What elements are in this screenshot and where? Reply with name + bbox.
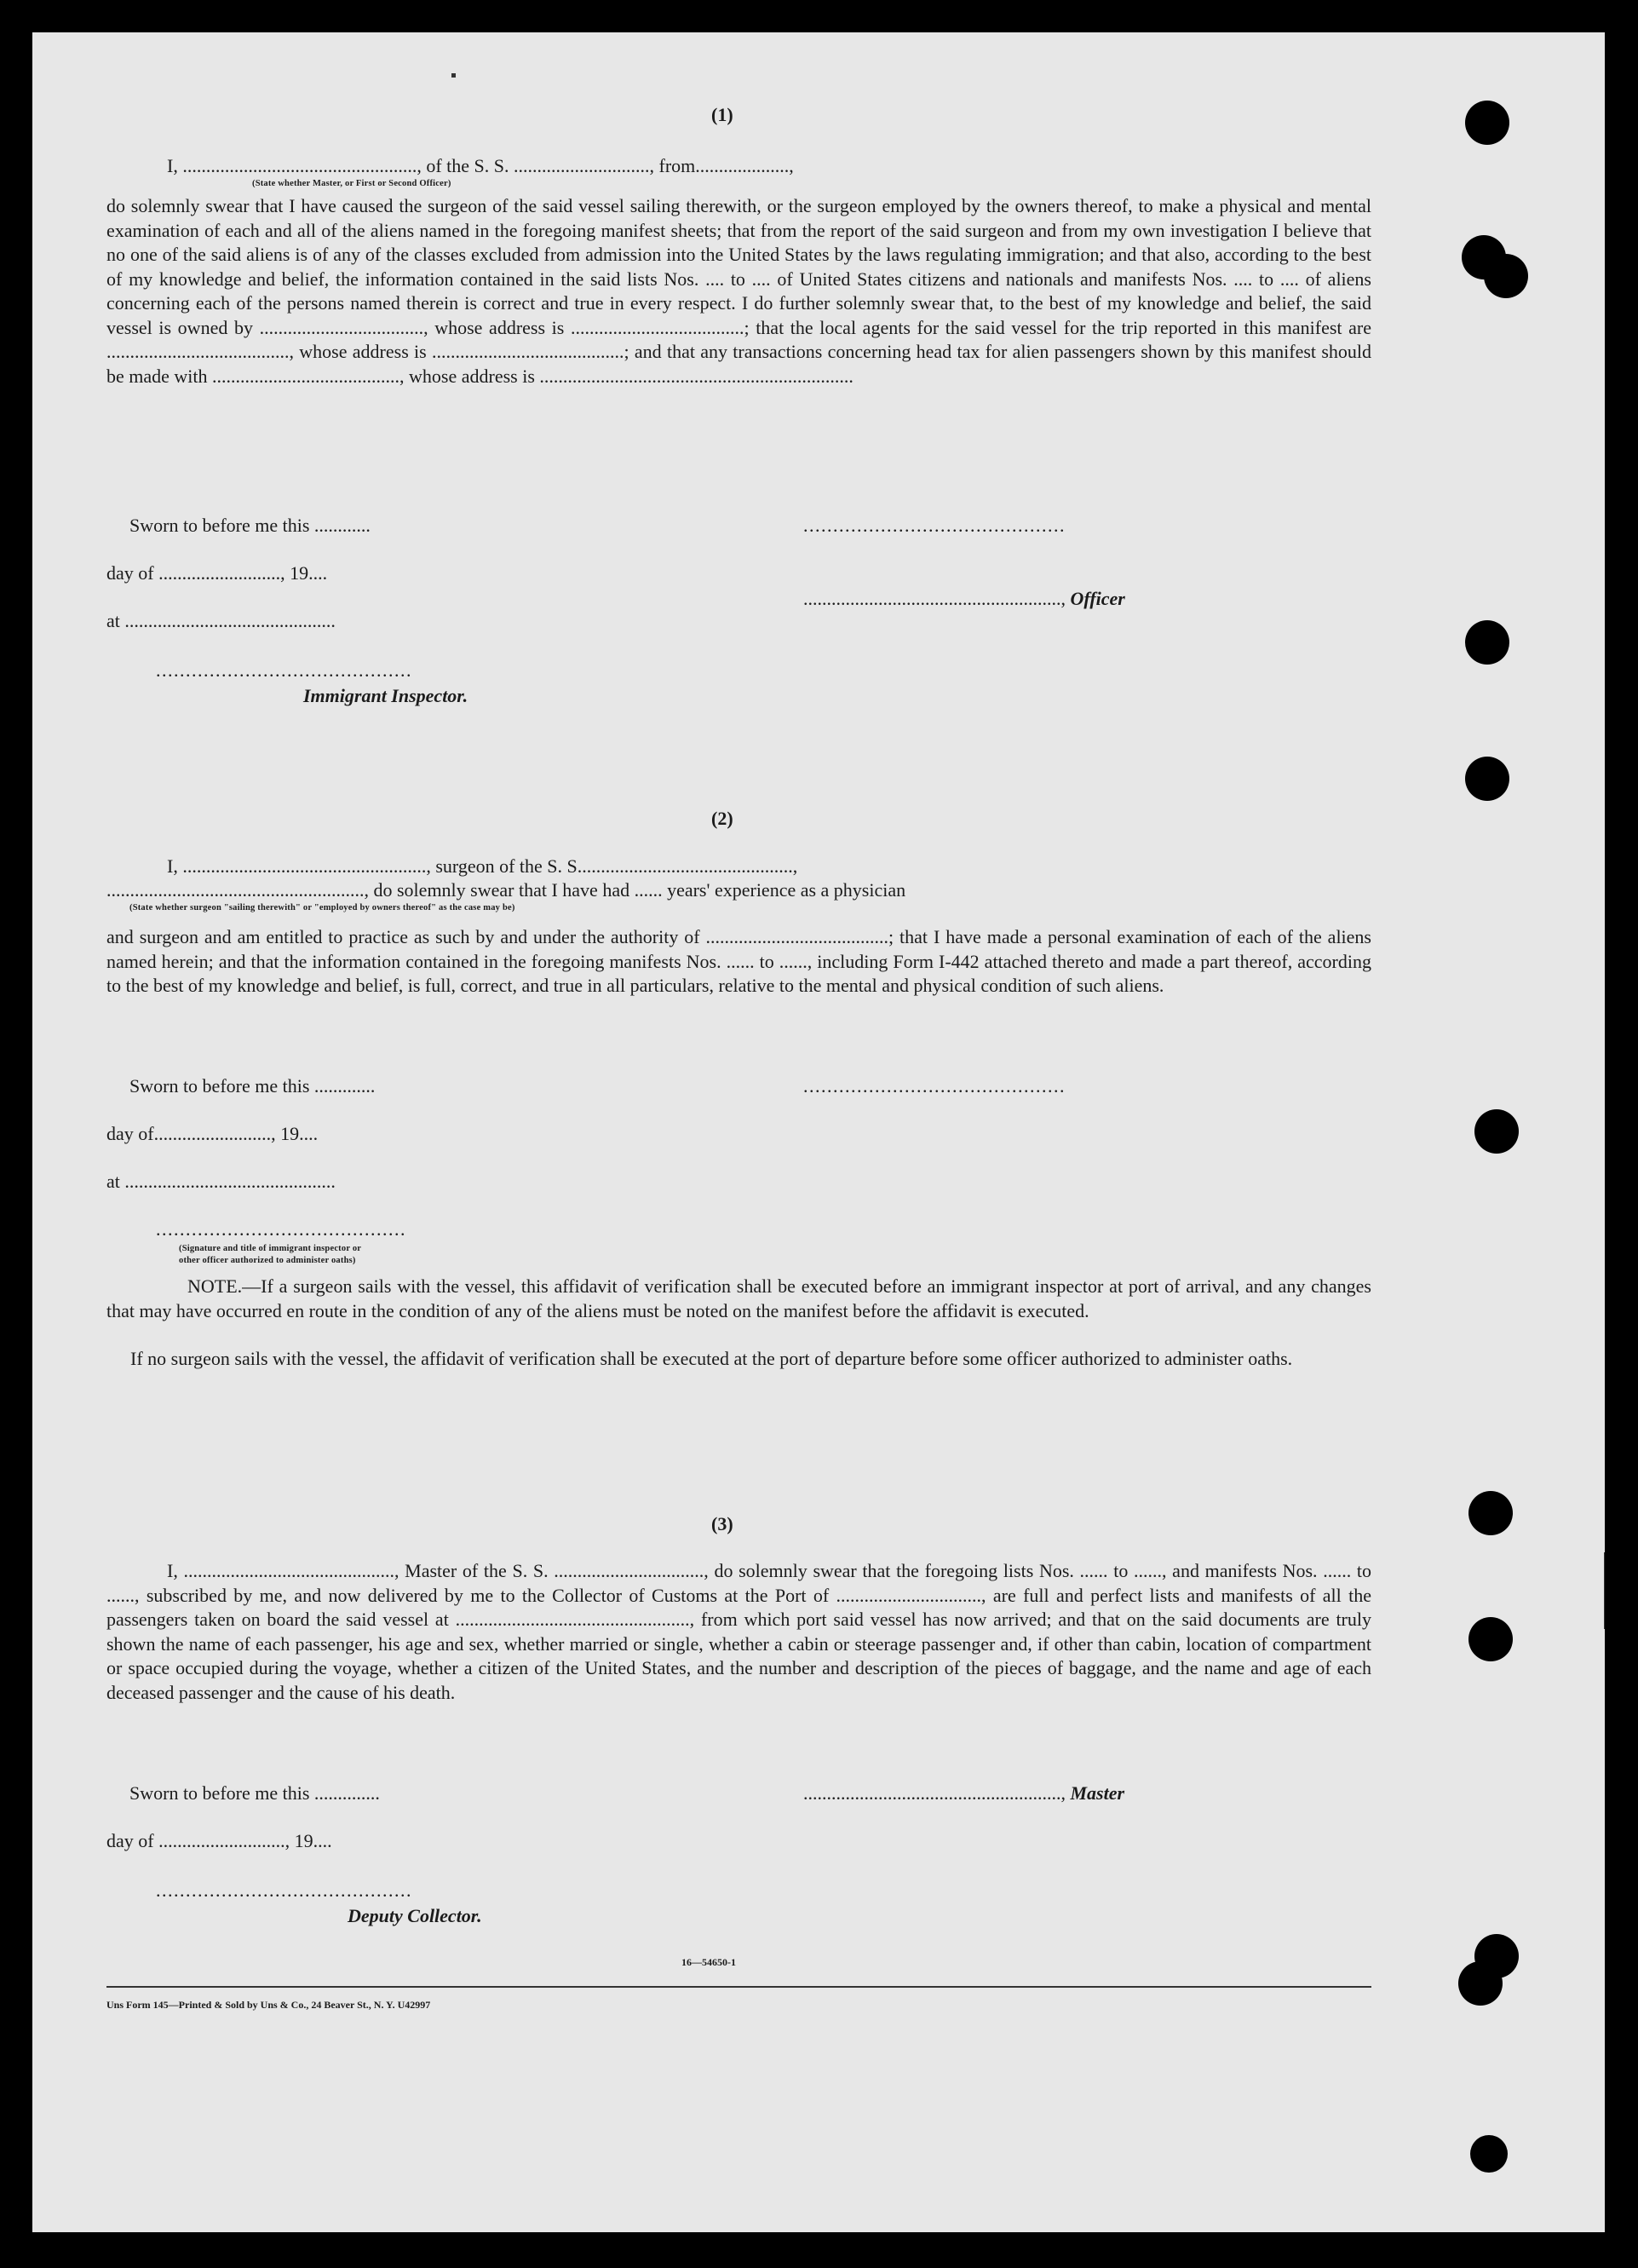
section-3-body: [106, 1559, 1371, 1705]
punch-hole: [1458, 1961, 1503, 2006]
section-3-sworn: Sworn to before me this ..............: [129, 1782, 380, 1804]
section-3-collector-line: ...........................................: [156, 1879, 412, 1901]
section-3-collector-title: Deputy Collector.: [348, 1905, 482, 1926]
section-1-note: (State whether Master, or First or Second Officer): [252, 179, 451, 188]
section-1-signature-line: ............................................: [803, 515, 1066, 536]
section-2-note-text-2: If no surgeon sails with the vessel, the affidavit of verification shall be executed at the port of departure before some officer authorized to administer oaths.: [130, 1348, 1293, 1369]
section-1-inspector-line: ...........................................: [156, 659, 412, 681]
section-3-text: I, ............................................., Master of the S. S. ................................, do solemnly swear that the foregoing lists Nos. ...... to ......, and manifests Nos. ...... to ......, subscribed by me, and now delivered by me to the Collector of Customs at the Port of ..............................., are full and perfect lists and manifests of all the passengers taken on board the said vessel at .................................................., from which port said vessel has now arrived; and that on the said documents are truly shown the name of each passenger, his age and sex, whether married or single, whether a cabin or steerage passenger and, if other than cabin, location of compartment or space occupied during the voyage, whether a citizen of the United States, and the number and description of the pieces of baggage, and the name and age of each deceased passenger and the cause of his death.: [106, 1560, 1371, 1703]
footer-rule: [106, 1986, 1371, 1988]
section-1-at: at .............................................: [106, 610, 336, 631]
section-2-note: (State whether surgeon "sailing therewith" or "employed by owners thereof" as the case may be): [129, 903, 515, 912]
section-1-sworn: Sworn to before me this ............: [129, 515, 371, 536]
section-1-officer: ......................................................., Officer: [803, 588, 1125, 609]
section-2-note-text: NOTE.—If a surgeon sails with the vessel, this affidavit of verification shall be executed before an immigrant inspector at port of arrival, and any changes that may have occurred en route in the condition of any of the aliens must be noted on the manifest before the affidavit is executed.: [106, 1275, 1371, 1321]
section-2-sworn: Sworn to before me this .............: [129, 1075, 376, 1097]
section-1-inspector-title: Immigrant Inspector.: [303, 685, 468, 706]
section-3-day: day of ..........................., 19....: [106, 1830, 332, 1851]
section-2-note-para-1: [106, 1275, 1371, 1323]
punch-hole: [1470, 2135, 1508, 2173]
section-2-body: and surgeon and am entitled to practice as such by and under the authority of .......................................; that I have made a personal examination of each of the aliens named herein; and that the information contained in the foregoing manifests Nos. ...... to ......, including Form I-442 attached thereto and made a part thereof, according to the best of my knowledge and belief, is full, correct, and true in all particulars, relative to the mental and physical condition of such aliens.: [106, 926, 1371, 996]
form-page: [32, 32, 1605, 2232]
section-1-day: day of .........................., 19....: [106, 562, 328, 584]
specks: [451, 73, 456, 78]
signature-role: Officer: [1070, 588, 1125, 609]
section-2-line2: ......................................................., do solemnly swear that I have had ...... years' experience as a physician: [106, 879, 906, 901]
punch-hole: [1468, 1491, 1513, 1535]
punch-hole: [1465, 101, 1509, 145]
section-3-master-line: ......................................................., Master: [803, 1782, 1125, 1804]
section-2-signature-line: ............................................: [803, 1075, 1066, 1097]
punch-hole: [1484, 254, 1528, 298]
section-1-officer-line: [803, 588, 1125, 610]
section-2-sign-line: ..........................................: [156, 1218, 406, 1240]
form-code: 16—54650-1: [681, 1956, 736, 1968]
specks: [1604, 1552, 1605, 1629]
section-2-sign-note-2: other officer authorized to administer oaths): [179, 1256, 356, 1265]
section-1-heading: (1): [711, 104, 733, 125]
section-2-day: day of........................., 19....: [106, 1123, 319, 1144]
printer-imprint: Uns Form 145—Printed & Sold by Uns & Co., 24 Beaver St., N. Y. U42997: [106, 1999, 431, 2011]
section-1-line1: I, .................................................., of the S. S. ............................., from....................,: [167, 155, 794, 176]
section-2-note-para-2: [106, 1347, 1371, 1372]
punch-hole: [1465, 620, 1509, 665]
signature-role: Master: [1070, 1782, 1125, 1804]
section-3-heading: (3): [711, 1513, 733, 1534]
section-2-sign-note-1: (Signature and title of immigrant inspector or: [179, 1244, 362, 1253]
section-1-body: do solemnly swear that I have caused the surgeon of the said vessel sailing therewith, or the surgeon employed by the owners thereof, to make a physical and mental examination of each and all of the aliens named in the foregoing manifest sheets; that from the report of the said surgeon and from my own investigation I believe that no one of the said aliens is of any of the classes excluded from admission into the United States by the laws regulating immigration; and that also, according to the best of my knowledge and belief, the information contained in the said lists Nos. .... to .... of United States citizens and nationals and manifests Nos. .... to .... of aliens concerning each of the persons named therein is correct and true in every respect. I do further solemnly swear that, to the best of my knowledge and belief, the said vessel is owned by ..................................., whose address is .....................................; that the local agents for the said vessel for the trip reported in this manifest are ......................................., whose address is .........................................; and that any transactions concerning head tax for alien passengers shown by this manifest should be made with ........................................, whose address is ...................................................................: [106, 195, 1371, 387]
punch-hole: [1468, 1617, 1513, 1661]
section-2-line1: I, ...................................................., surgeon of the S. S..............................................,: [167, 855, 798, 877]
section-2-at: at .............................................: [106, 1171, 336, 1192]
punch-hole: [1465, 757, 1509, 801]
punch-hole: [1474, 1109, 1519, 1154]
section-2-heading: (2): [711, 808, 733, 829]
